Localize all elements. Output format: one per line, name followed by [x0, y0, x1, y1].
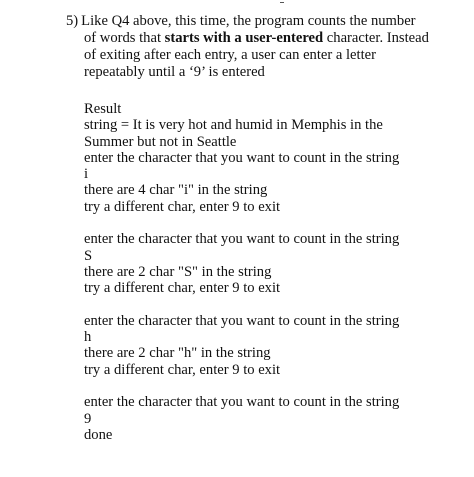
result-output — [84, 101, 464, 443]
cropped-previous-text — [60, 0, 440, 4]
cropped-glyph — [280, 0, 284, 3]
entry-1-retry: try a different char, enter 9 to exit — [84, 198, 281, 215]
entry-1-input: i — [84, 166, 89, 183]
entry-3-output: there are 2 char "h" in the string — [84, 345, 271, 362]
final-prompt: enter the character that you want to count in the string — [84, 394, 400, 411]
question-emphasis: starts with a user-entered — [164, 30, 324, 46]
question-line-2-post: character. Instead — [323, 30, 429, 46]
question-line-2 — [84, 30, 446, 47]
question-text — [66, 13, 446, 81]
entry-3-input: h — [84, 329, 92, 346]
question-line-1: Like Q4 above, this time, the program counts the number — [81, 13, 416, 29]
blank-line — [84, 215, 464, 231]
entry-2-input: S — [84, 247, 93, 264]
entry-1-output: there are 4 char "i" in the string — [84, 182, 268, 199]
entry-2-prompt: enter the character that you want to count in the string — [84, 231, 400, 248]
question-line-4: repeatably until a ‘9’ is entered — [84, 64, 265, 80]
entry-3-prompt: enter the character that you want to count in the string — [84, 312, 400, 329]
blank-line — [84, 378, 464, 394]
result-heading: Result — [84, 101, 122, 117]
entry-2-output: there are 2 char "S" in the string — [84, 263, 272, 280]
final-input: 9 — [84, 410, 92, 427]
question-line-3: of exiting after each entry, a user can enter a letter — [84, 47, 376, 63]
entry-3-retry: try a different char, enter 9 to exit — [84, 361, 281, 378]
entry-1-prompt: enter the character that you want to count in the string — [84, 149, 400, 166]
final-output: done — [84, 426, 113, 443]
question-number: 5) — [66, 13, 79, 29]
string-line-2: Summer but not in Seattle — [84, 133, 237, 150]
string-line-1: string = It is very hot and humid in Memphis in the — [84, 117, 383, 134]
blank-line — [84, 297, 464, 313]
question-line-2-pre: of words that — [84, 30, 165, 46]
entry-2-retry: try a different char, enter 9 to exit — [84, 280, 281, 297]
